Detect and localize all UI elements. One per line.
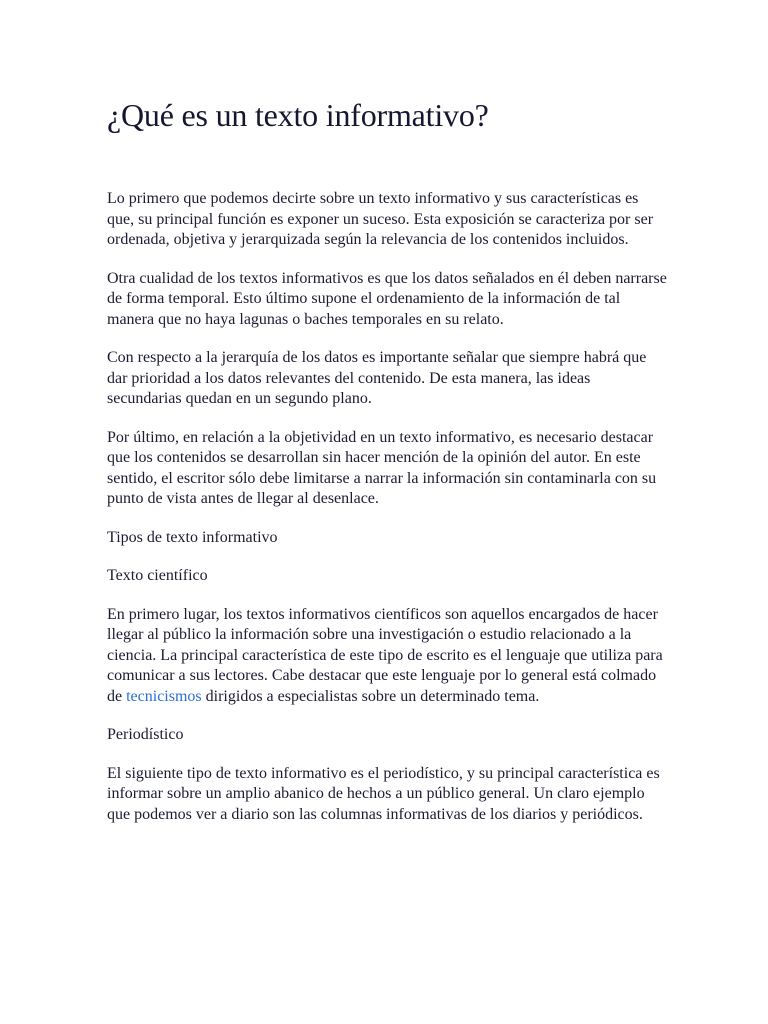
scientific-text-after-link: dirigidos a especialistas sobre un determinado tema. — [201, 687, 540, 705]
paragraph-scientific — [107, 605, 667, 708]
paragraph-objectivity: Por último, en relación a la objetividad en un texto informativo, es necesario destacar que los contenidos se desarrollan sin hacer mención de la opinión del autor. En este sentido, el escritor sólo debe limitarse a narrar la información sin contaminarla con su punto de vista antes de llegar al desenlace. — [107, 428, 657, 507]
section-heading-types: Tipos de texto informativo — [107, 528, 278, 546]
scientific-text-before-link: En primero lugar, los textos informativos científicos son aquellos encargados de hacer llegar al público la información sobre una investigación o estudio relacionado a la ciencia. La principal característica de este tipo de escrito es el lenguaje que utiliza para comunicar a sus lectores. Cabe destacar que este lenguaje por lo general está colmado de — [107, 605, 663, 705]
tecnicismos-link[interactable]: tecnicismos — [126, 687, 202, 705]
document-page — [107, 0, 667, 843]
paragraph-intro: Lo primero que podemos decirte sobre un texto informativo y sus características es que, su principal función es exponer un suceso. Esta exposición se caracteriza por ser ordenada, objetiva y jerarquizada según la relevancia de los contenidos incluidos. — [107, 190, 654, 248]
paragraph-journalistic: El siguiente tipo de texto informativo es el periodístico, y su principal característica es informar sobre un amplio abanico de hechos a un público general. Un claro ejemplo que podemos ver a diario son las columnas informativas de los diarios y periódicos. — [107, 764, 660, 823]
paragraph-temporal: Otra cualidad de los textos informativos es que los datos señalados en él deben narrarse de forma temporal. Esto último supone el ordenamiento de la información de tal manera que no haya lagunas o baches temporales en su relato. — [107, 269, 667, 328]
subheading-scientific: Texto científico — [107, 567, 208, 584]
paragraph-hierarchy: Con respecto a la jerarquía de los datos es importante señalar que siempre habrá que dar prioridad a los datos relevantes del contenido. De esta manera, las ideas secundarias quedan en un segundo plano. — [107, 349, 647, 407]
document-body — [107, 189, 667, 825]
subheading-journalistic: Periodístico — [107, 726, 184, 743]
page-title: ¿Qué es un texto informativo? — [107, 97, 489, 133]
